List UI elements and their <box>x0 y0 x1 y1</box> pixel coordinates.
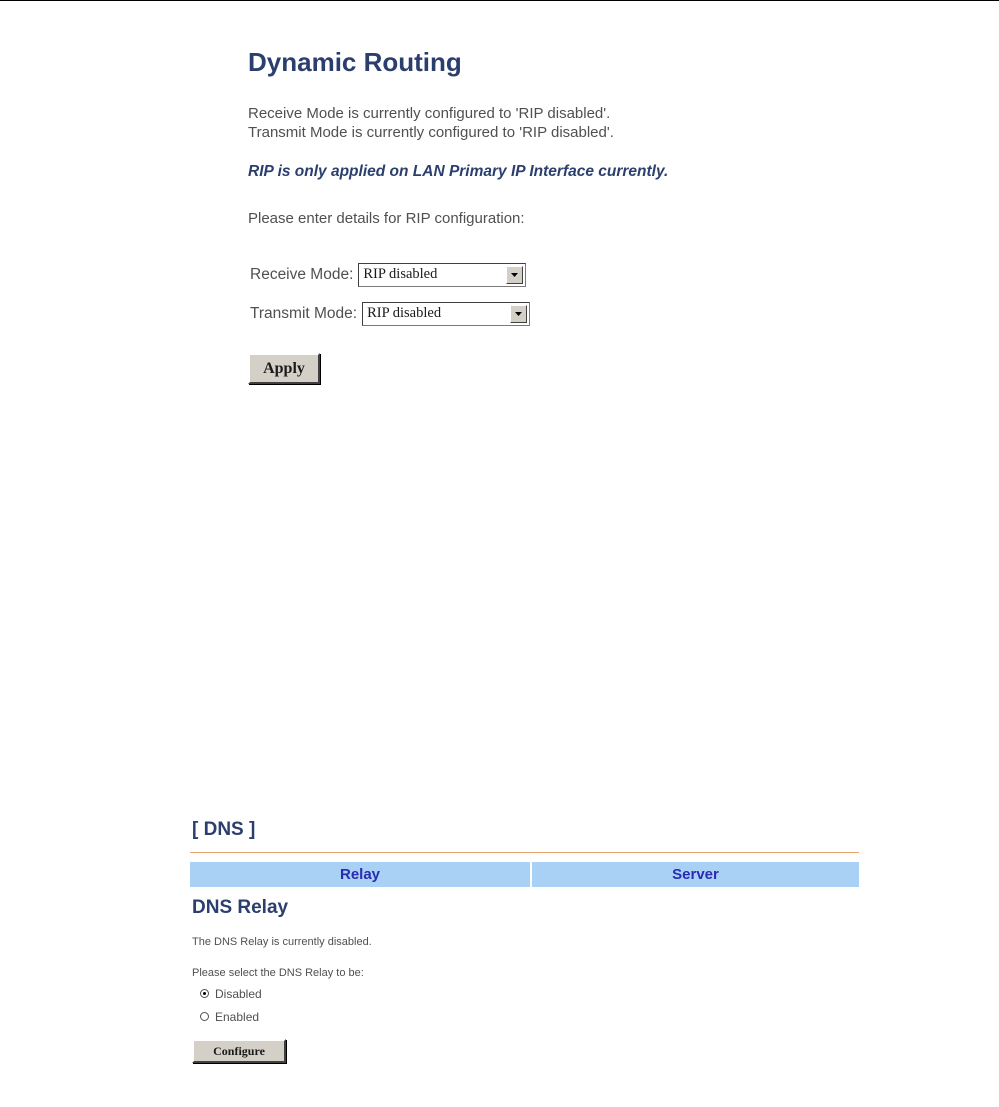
dns-relay-title: DNS Relay <box>192 897 289 918</box>
receive-mode-label: Receive Mode: <box>250 265 354 283</box>
transmit-mode-row <box>250 294 888 333</box>
dynamic-routing-panel <box>248 44 888 384</box>
chevron-down-icon[interactable] <box>506 266 523 284</box>
dns-relay-prompt: Please select the DNS Relay to be: <box>192 967 364 979</box>
configure-button[interactable]: Configure <box>192 1039 286 1063</box>
radio-disabled[interactable] <box>200 989 209 998</box>
dns-tab-bar <box>190 862 859 887</box>
option-disabled-label: Disabled <box>215 986 262 1001</box>
page-title: Dynamic Routing <box>248 47 462 77</box>
top-divider <box>0 0 999 1</box>
transmit-mode-select[interactable] <box>362 302 530 326</box>
option-enabled-row[interactable] <box>200 1005 859 1028</box>
receive-mode-select[interactable] <box>358 263 526 287</box>
tab-server[interactable]: Server <box>672 866 719 883</box>
rip-config-form <box>250 255 888 333</box>
apply-button[interactable]: Apply <box>248 353 320 384</box>
transmit-mode-label: Transmit Mode: <box>250 304 358 322</box>
header-divider <box>190 852 859 853</box>
dns-relay-status: The DNS Relay is currently disabled. <box>192 936 372 948</box>
dns-section-header: [ DNS ] <box>192 819 256 840</box>
option-disabled-row[interactable] <box>200 982 859 1005</box>
rip-config-prompt: Please enter details for RIP configuration: <box>248 210 525 227</box>
dns-relay-options <box>190 982 859 1028</box>
dns-panel <box>190 818 859 1063</box>
rip-interface-note: RIP is only applied on LAN Primary IP Interface currently. <box>248 163 669 180</box>
radio-enabled[interactable] <box>200 1012 209 1021</box>
option-enabled-label: Enabled <box>215 1009 260 1024</box>
receive-mode-value: RIP disabled <box>363 266 438 282</box>
transmit-mode-value: RIP disabled <box>367 305 442 321</box>
rip-status <box>248 104 888 142</box>
transmit-mode-status: Transmit Mode is currently configured to 'RIP disabled'. <box>248 124 614 141</box>
chevron-down-icon[interactable] <box>510 305 527 323</box>
tab-relay[interactable]: Relay <box>190 862 532 887</box>
receive-mode-status: Receive Mode is currently configured to 'RIP disabled'. <box>248 105 611 122</box>
receive-mode-row <box>250 255 888 294</box>
